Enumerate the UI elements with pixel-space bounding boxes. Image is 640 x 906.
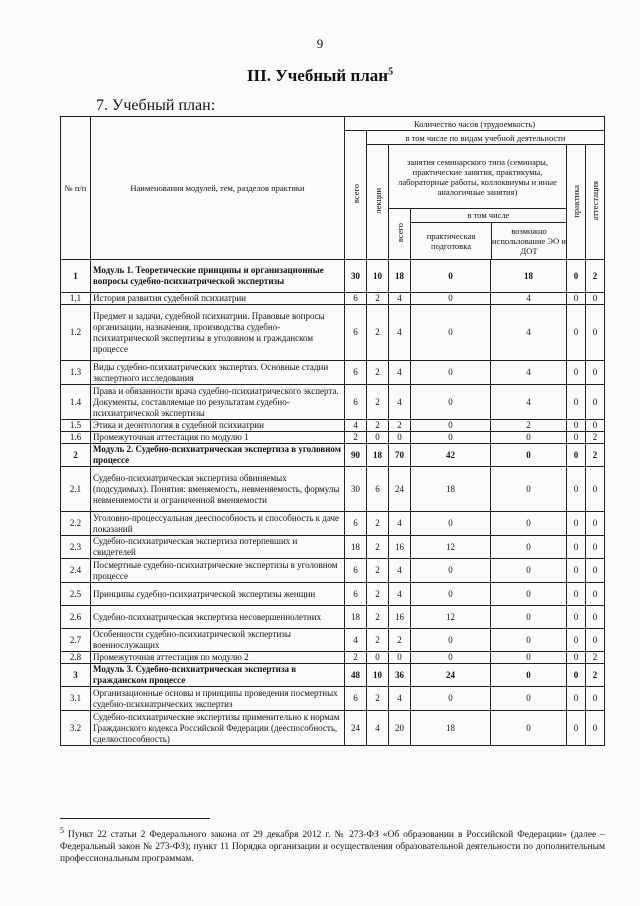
- header-by-type: в том числе по видам учебной деятельности: [367, 131, 605, 145]
- row-seminar-total: 2: [389, 420, 411, 432]
- row-attestation: 0: [586, 420, 605, 432]
- row-practical-prep: 0: [411, 652, 491, 664]
- table-row: [61, 536, 605, 559]
- row-lectures: 4: [367, 711, 389, 746]
- row-practical-prep: 12: [411, 606, 491, 629]
- row-number: 2.3: [61, 536, 91, 559]
- row-name: Принципы судебно-психиатрической экспертизы женщин: [91, 583, 345, 606]
- row-seminar-total: 70: [389, 444, 411, 467]
- row-eo-dot: 0: [491, 467, 567, 512]
- table-row: [61, 432, 605, 444]
- page-number: 9: [316, 36, 324, 51]
- table-row: [61, 687, 605, 711]
- row-eo-dot: 0: [491, 652, 567, 664]
- row-attestation: 0: [586, 293, 605, 305]
- table-header: [61, 117, 605, 260]
- row-practice: 0: [567, 606, 586, 629]
- row-seminar-total: 4: [389, 293, 411, 305]
- row-practical-prep: 42: [411, 444, 491, 467]
- subtitle: 7. Учебный план:: [96, 97, 216, 114]
- footnote-ref: 5: [388, 66, 394, 78]
- row-seminar-total: 16: [389, 606, 411, 629]
- row-eo-dot: 0: [491, 606, 567, 629]
- row-attestation: 2: [586, 260, 605, 293]
- row-attestation: 0: [586, 687, 605, 711]
- row-attestation: 0: [586, 467, 605, 512]
- curriculum-table: [60, 116, 605, 746]
- row-number: 1.1: [61, 293, 91, 305]
- row-practical-prep: 0: [411, 305, 491, 361]
- table-row: [61, 606, 605, 629]
- row-lectures: 2: [367, 305, 389, 361]
- row-seminar-total: 0: [389, 432, 411, 444]
- row-attestation: 0: [586, 512, 605, 536]
- row-practice: 0: [567, 687, 586, 711]
- row-eo-dot: 0: [491, 629, 567, 652]
- row-practical-prep: 12: [411, 536, 491, 559]
- row-seminar-total: 4: [389, 559, 411, 583]
- row-seminar-total: 4: [389, 512, 411, 536]
- row-practice: 0: [567, 559, 586, 583]
- row-eo-dot: 0: [491, 432, 567, 444]
- row-attestation: 0: [586, 711, 605, 746]
- row-name: Этика и деонтология в судебной психиатрии: [91, 420, 345, 432]
- module-row: [61, 260, 605, 293]
- row-number: 2.4: [61, 559, 91, 583]
- row-lectures: 2: [367, 385, 389, 420]
- row-practice: 0: [567, 512, 586, 536]
- row-seminar-total: 36: [389, 664, 411, 687]
- row-practice: 0: [567, 467, 586, 512]
- row-total: 4: [345, 629, 367, 652]
- row-total: 2: [345, 432, 367, 444]
- row-practical-prep: 0: [411, 629, 491, 652]
- row-name: Организационные основы и принципы проведения посмертных судебно-психиатрических экспертиз: [91, 687, 345, 711]
- table-row: [61, 305, 605, 361]
- row-practice: 0: [567, 305, 586, 361]
- row-name: Судебно-психиатрическая экспертиза потерпевших и свидетелей: [91, 536, 345, 559]
- row-seminar-total: 20: [389, 711, 411, 746]
- row-number: 1: [61, 260, 91, 293]
- row-total: 30: [345, 260, 367, 293]
- row-number: 2.5: [61, 583, 91, 606]
- row-practical-prep: 0: [411, 687, 491, 711]
- row-total: 18: [345, 536, 367, 559]
- row-attestation: 0: [586, 606, 605, 629]
- table-row: [61, 512, 605, 536]
- row-eo-dot: 0: [491, 583, 567, 606]
- table-row: [61, 583, 605, 606]
- row-eo-dot: 0: [491, 664, 567, 687]
- row-attestation: 0: [586, 629, 605, 652]
- row-total: 90: [345, 444, 367, 467]
- row-eo-dot: 0: [491, 444, 567, 467]
- row-lectures: 2: [367, 536, 389, 559]
- row-practical-prep: 18: [411, 467, 491, 512]
- row-number: 2.1: [61, 467, 91, 512]
- row-practice: 0: [567, 420, 586, 432]
- row-number: 2.6: [61, 606, 91, 629]
- row-attestation: 0: [586, 559, 605, 583]
- table-row: [61, 711, 605, 746]
- row-lectures: 18: [367, 444, 389, 467]
- row-eo-dot: 0: [491, 687, 567, 711]
- row-name: Модуль 3. Судебно-психиатрическая экспертиза в гражданском процессе: [91, 664, 345, 687]
- header-lectures-text: лекции: [372, 188, 383, 214]
- row-number: 2: [61, 444, 91, 467]
- row-number: 3.1: [61, 687, 91, 711]
- row-lectures: 2: [367, 293, 389, 305]
- header-seminar-total-text: всего: [394, 223, 405, 243]
- row-practice: 0: [567, 652, 586, 664]
- row-total: 6: [345, 559, 367, 583]
- row-lectures: 2: [367, 512, 389, 536]
- row-seminar-total: 24: [389, 467, 411, 512]
- row-name: Виды судебно-психиатрических экспертиз. Основные стадии экспертного исследования: [91, 361, 345, 385]
- row-eo-dot: 4: [491, 305, 567, 361]
- row-practice: 0: [567, 293, 586, 305]
- row-practice: 0: [567, 664, 586, 687]
- footnote: [60, 825, 605, 865]
- row-lectures: 2: [367, 606, 389, 629]
- header-num: № п/п: [61, 117, 91, 260]
- row-lectures: 2: [367, 687, 389, 711]
- row-lectures: 2: [367, 583, 389, 606]
- row-practical-prep: 0: [411, 361, 491, 385]
- row-practice: 0: [567, 711, 586, 746]
- row-name: Судебно-психиатрические экспертизы применительно к нормам Гражданского кодекса Российской Федерации (дееспособность, сделкоспособность): [91, 711, 345, 746]
- table-body: [61, 260, 605, 746]
- header-lectures: [367, 145, 389, 260]
- row-eo-dot: 4: [491, 385, 567, 420]
- row-attestation: 2: [586, 444, 605, 467]
- row-attestation: 2: [586, 664, 605, 687]
- row-practice: 0: [567, 444, 586, 467]
- table-row: [61, 420, 605, 432]
- header-eo-dot: возможно использование ЭО и ДОТ: [492, 226, 566, 256]
- row-practice: 0: [567, 432, 586, 444]
- header-total-text: всего: [350, 184, 361, 204]
- row-eo-dot: 0: [491, 559, 567, 583]
- footnote-text: Пункт 22 статьи 2 Федерального закона от 29 декабря 2012 г. № 273-ФЗ «Об образовании в Российской Федерации» (далее – Федеральный закон № 273-ФЗ); пункт 11 Порядка организации и осуществления образовательной деятельности по дополнительным профессиональным программам.: [60, 830, 605, 865]
- row-total: 30: [345, 467, 367, 512]
- row-seminar-total: 4: [389, 361, 411, 385]
- row-practice: 0: [567, 385, 586, 420]
- row-practice: 0: [567, 629, 586, 652]
- row-seminar-total: 18: [389, 260, 411, 293]
- row-seminar-total: 0: [389, 652, 411, 664]
- row-name: Судебно-психиатрическая экспертиза несовершеннолетних: [91, 606, 345, 629]
- header-incl: в том числе: [411, 209, 566, 223]
- row-practical-prep: 0: [411, 559, 491, 583]
- header-practice-text: практика: [571, 184, 581, 218]
- row-lectures: 2: [367, 361, 389, 385]
- row-seminar-total: 16: [389, 536, 411, 559]
- row-practice: 0: [567, 583, 586, 606]
- row-practical-prep: 0: [411, 293, 491, 305]
- row-total: 18: [345, 606, 367, 629]
- row-total: 6: [345, 687, 367, 711]
- row-eo-dot: 0: [491, 711, 567, 746]
- footnote-separator: [60, 818, 210, 819]
- row-lectures: 2: [367, 559, 389, 583]
- row-practical-prep: 0: [411, 260, 491, 293]
- row-attestation: 0: [586, 583, 605, 606]
- row-name: Особенности судебно-психиатрической экспертизы военнослужащих: [91, 629, 345, 652]
- row-number: 1.5: [61, 420, 91, 432]
- module-row: [61, 444, 605, 467]
- row-practical-prep: 0: [411, 512, 491, 536]
- row-eo-dot: 4: [491, 361, 567, 385]
- row-practice: 0: [567, 536, 586, 559]
- row-eo-dot: 0: [491, 512, 567, 536]
- row-seminar-total: 4: [389, 687, 411, 711]
- header-practical-prep: практическая подготовка: [411, 223, 492, 259]
- row-lectures: 2: [367, 629, 389, 652]
- section-title-text: III. Учебный план: [246, 66, 389, 85]
- row-attestation: 0: [586, 305, 605, 361]
- row-total: 4: [345, 420, 367, 432]
- row-name: Модуль 2. Судебно-психиатрическая экспертиза в уголовном процессе: [91, 444, 345, 467]
- row-practical-prep: 0: [411, 432, 491, 444]
- row-total: 6: [345, 361, 367, 385]
- row-total: 6: [345, 512, 367, 536]
- row-lectures: 0: [367, 432, 389, 444]
- header-attestation-text: аттестация: [590, 181, 601, 221]
- row-seminar-total: 2: [389, 629, 411, 652]
- table-row: [61, 361, 605, 385]
- header-total: [345, 131, 367, 260]
- table-row: [61, 467, 605, 512]
- row-name: Промежуточная аттестация по модулю 2: [91, 652, 345, 664]
- row-total: 24: [345, 711, 367, 746]
- row-number: 1.3: [61, 361, 91, 385]
- table-row: [61, 559, 605, 583]
- row-total: 48: [345, 664, 367, 687]
- row-name: Предмет и задачи, судебной психиатрии. Правовые вопросы организации, назначения, производства судебно-психиатрической экспертизы в уголовном и гражданском процессе: [91, 305, 345, 361]
- row-total: 6: [345, 305, 367, 361]
- row-attestation: 2: [586, 652, 605, 664]
- table-row: [61, 385, 605, 420]
- row-total: 6: [345, 293, 367, 305]
- row-lectures: 10: [367, 260, 389, 293]
- row-name: Судебно-психиатрическая экспертиза обвиняемых (подсудимых). Понятия: вменяемость, невменяемость, формулы невменяемости и ограниченной вменяемости: [91, 467, 345, 512]
- header-seminar: занятия семинарского типа (семинары, практические занятия, практикумы, лабораторные работы, коллоквиумы и иные аналогичные занятия): [389, 145, 567, 209]
- row-name: Модуль 1. Теоретические принципы и организационные вопросы судебно-психиатрической экспертизы: [91, 260, 345, 293]
- table-row: [61, 652, 605, 664]
- row-seminar-total: 4: [389, 385, 411, 420]
- header-practice: [567, 145, 586, 260]
- row-lectures: 0: [367, 652, 389, 664]
- row-practical-prep: 0: [411, 385, 491, 420]
- row-lectures: 6: [367, 467, 389, 512]
- row-total: 2: [345, 652, 367, 664]
- row-eo-dot: 18: [491, 260, 567, 293]
- row-name: Уголовно-процессуальная дееспособность и способность к даче показаний: [91, 512, 345, 536]
- header-name: Наименования модулей, тем, разделов практики: [91, 117, 345, 260]
- module-row: [61, 664, 605, 687]
- header-hours: Количество часов (трудоемкость): [345, 117, 605, 131]
- row-seminar-total: 4: [389, 305, 411, 361]
- row-practical-prep: 24: [411, 664, 491, 687]
- row-attestation: 0: [586, 385, 605, 420]
- header-seminar-total: [389, 209, 411, 260]
- row-name: История развития судебной психиатрии: [91, 293, 345, 305]
- row-attestation: 2: [586, 432, 605, 444]
- row-eo-dot: 4: [491, 293, 567, 305]
- table-row: [61, 293, 605, 305]
- row-practical-prep: 0: [411, 583, 491, 606]
- row-seminar-total: 4: [389, 583, 411, 606]
- section-title: [0, 66, 640, 86]
- header-attestation: [586, 145, 605, 260]
- row-number: 3: [61, 664, 91, 687]
- row-number: 2.8: [61, 652, 91, 664]
- row-eo-dot: 0: [491, 536, 567, 559]
- row-number: 1.2: [61, 305, 91, 361]
- row-practical-prep: 0: [411, 420, 491, 432]
- row-name: Права и обязанности врача судебно-психиатрического эксперта. Документы, составляемые по результатам судебно-психиатрической экспертизы: [91, 385, 345, 420]
- row-practical-prep: 18: [411, 711, 491, 746]
- row-total: 6: [345, 583, 367, 606]
- table-row: [61, 629, 605, 652]
- row-name: Посмертные судебно-психиатрические экспертизы в уголовном процессе: [91, 559, 345, 583]
- row-number: 1.6: [61, 432, 91, 444]
- row-number: 1.4: [61, 385, 91, 420]
- row-attestation: 0: [586, 536, 605, 559]
- row-attestation: 0: [586, 361, 605, 385]
- row-number: 2.2: [61, 512, 91, 536]
- header-incl-block: [411, 209, 567, 260]
- row-eo-dot: 2: [491, 420, 567, 432]
- footnote-mark: 5: [60, 826, 64, 835]
- row-lectures: 10: [367, 664, 389, 687]
- row-total: 6: [345, 385, 367, 420]
- row-number: 2.7: [61, 629, 91, 652]
- row-practice: 0: [567, 260, 586, 293]
- row-name: Промежуточная аттестация по модулю 1: [91, 432, 345, 444]
- row-practice: 0: [567, 361, 586, 385]
- row-lectures: 2: [367, 420, 389, 432]
- row-number: 3.2: [61, 711, 91, 746]
